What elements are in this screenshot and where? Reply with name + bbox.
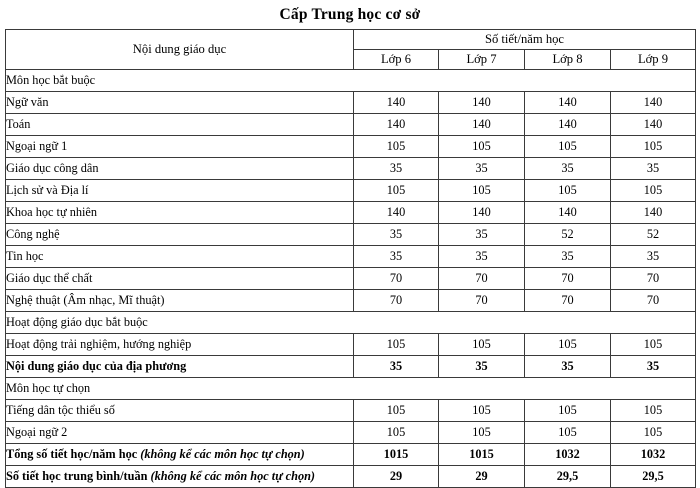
table-row bbox=[6, 356, 696, 378]
section-label: Môn học bắt buộc bbox=[6, 70, 696, 92]
column-header-grade-9: Lớp 9 bbox=[611, 50, 696, 70]
table-section-row bbox=[6, 312, 696, 334]
row-label-text: Số tiết học trung bình/tuần bbox=[6, 468, 148, 483]
row-label: Ngoại ngữ 2 bbox=[6, 422, 354, 444]
cell-grade-8: 35 bbox=[525, 246, 611, 268]
row-label: Toán bbox=[6, 114, 354, 136]
section-label: Môn học tự chọn bbox=[6, 378, 696, 400]
row-label: Ngữ văn bbox=[6, 92, 354, 114]
row-label: Tiếng dân tộc thiểu số bbox=[6, 400, 354, 422]
cell-grade-9: 140 bbox=[611, 202, 696, 224]
table-total-row bbox=[6, 466, 696, 488]
table-header bbox=[6, 30, 696, 70]
row-label: Ngoại ngữ 1 bbox=[6, 136, 354, 158]
cell-grade-8: 105 bbox=[525, 334, 611, 356]
cell-grade-6: 105 bbox=[354, 334, 439, 356]
cell-grade-6: 105 bbox=[354, 422, 439, 444]
table-row bbox=[6, 136, 696, 158]
table-row bbox=[6, 400, 696, 422]
row-label: Lịch sử và Địa lí bbox=[6, 180, 354, 202]
cell-grade-9: 35 bbox=[611, 158, 696, 180]
cell-grade-8: 140 bbox=[525, 114, 611, 136]
row-label-note: (không kể các môn học tự chọn) bbox=[150, 468, 316, 483]
cell-grade-9: 29,5 bbox=[611, 466, 696, 488]
row-label-text: Tổng số tiết học/năm học bbox=[6, 446, 138, 461]
cell-grade-7: 35 bbox=[439, 158, 525, 180]
cell-grade-7: 1015 bbox=[439, 444, 525, 466]
table-row bbox=[6, 290, 696, 312]
cell-grade-7: 105 bbox=[439, 422, 525, 444]
table-row bbox=[6, 334, 696, 356]
cell-grade-7: 140 bbox=[439, 202, 525, 224]
cell-grade-8: 140 bbox=[525, 202, 611, 224]
cell-grade-9: 70 bbox=[611, 268, 696, 290]
table-row bbox=[6, 268, 696, 290]
cell-grade-6: 35 bbox=[354, 224, 439, 246]
cell-grade-8: 105 bbox=[525, 136, 611, 158]
cell-grade-7: 70 bbox=[439, 268, 525, 290]
column-header-grade-8: Lớp 8 bbox=[525, 50, 611, 70]
cell-grade-8: 70 bbox=[525, 268, 611, 290]
cell-grade-9: 70 bbox=[611, 290, 696, 312]
cell-grade-7: 105 bbox=[439, 334, 525, 356]
cell-grade-8: 105 bbox=[525, 400, 611, 422]
row-label: Tin học bbox=[6, 246, 354, 268]
cell-grade-8: 105 bbox=[525, 422, 611, 444]
column-header-periods-per-year: Số tiết/năm học bbox=[354, 30, 696, 50]
table-row bbox=[6, 202, 696, 224]
cell-grade-7: 35 bbox=[439, 356, 525, 378]
cell-grade-6: 70 bbox=[354, 290, 439, 312]
curriculum-table bbox=[5, 29, 696, 488]
cell-grade-7: 29 bbox=[439, 466, 525, 488]
row-label: Hoạt động trải nghiệm, hướng nghiệp bbox=[6, 334, 354, 356]
row-label bbox=[6, 466, 354, 488]
cell-grade-9: 105 bbox=[611, 136, 696, 158]
row-label: Nghệ thuật (Âm nhạc, Mĩ thuật) bbox=[6, 290, 354, 312]
cell-grade-6: 70 bbox=[354, 268, 439, 290]
table-section-row bbox=[6, 378, 696, 400]
table-row bbox=[6, 224, 696, 246]
cell-grade-9: 35 bbox=[611, 356, 696, 378]
table-body bbox=[6, 70, 696, 488]
row-label-note: (không kể các môn học tự chọn) bbox=[140, 446, 305, 461]
cell-grade-7: 105 bbox=[439, 136, 525, 158]
table-row bbox=[6, 114, 696, 136]
cell-grade-9: 105 bbox=[611, 180, 696, 202]
cell-grade-6: 105 bbox=[354, 136, 439, 158]
cell-grade-8: 52 bbox=[525, 224, 611, 246]
cell-grade-7: 140 bbox=[439, 92, 525, 114]
cell-grade-6: 29 bbox=[354, 466, 439, 488]
cell-grade-9: 52 bbox=[611, 224, 696, 246]
cell-grade-8: 35 bbox=[525, 158, 611, 180]
table-row bbox=[6, 158, 696, 180]
cell-grade-6: 140 bbox=[354, 92, 439, 114]
cell-grade-9: 105 bbox=[611, 334, 696, 356]
cell-grade-6: 140 bbox=[354, 114, 439, 136]
cell-grade-9: 35 bbox=[611, 246, 696, 268]
page-title: Cấp Trung học cơ sở bbox=[279, 6, 421, 23]
cell-grade-8: 29,5 bbox=[525, 466, 611, 488]
row-label bbox=[6, 444, 354, 466]
table-row bbox=[6, 180, 696, 202]
column-header-content: Nội dung giáo dục bbox=[6, 30, 354, 70]
row-label: Nội dung giáo dục của địa phương bbox=[6, 356, 354, 378]
cell-grade-9: 1032 bbox=[611, 444, 696, 466]
cell-grade-9: 105 bbox=[611, 422, 696, 444]
cell-grade-6: 35 bbox=[354, 158, 439, 180]
cell-grade-8: 1032 bbox=[525, 444, 611, 466]
cell-grade-8: 140 bbox=[525, 92, 611, 114]
cell-grade-9: 140 bbox=[611, 92, 696, 114]
cell-grade-6: 105 bbox=[354, 180, 439, 202]
row-label: Giáo dục công dân bbox=[6, 158, 354, 180]
cell-grade-9: 140 bbox=[611, 114, 696, 136]
cell-grade-7: 105 bbox=[439, 400, 525, 422]
cell-grade-8: 105 bbox=[525, 180, 611, 202]
cell-grade-6: 35 bbox=[354, 356, 439, 378]
cell-grade-6: 35 bbox=[354, 246, 439, 268]
table-section-row bbox=[6, 70, 696, 92]
section-label: Hoạt động giáo dục bắt buộc bbox=[6, 312, 696, 334]
cell-grade-6: 1015 bbox=[354, 444, 439, 466]
table-row bbox=[6, 246, 696, 268]
cell-grade-7: 35 bbox=[439, 246, 525, 268]
column-header-grade-7: Lớp 7 bbox=[439, 50, 525, 70]
cell-grade-7: 105 bbox=[439, 180, 525, 202]
row-label: Công nghệ bbox=[6, 224, 354, 246]
table-row bbox=[6, 422, 696, 444]
cell-grade-7: 35 bbox=[439, 224, 525, 246]
cell-grade-6: 105 bbox=[354, 400, 439, 422]
table-row bbox=[6, 92, 696, 114]
cell-grade-8: 70 bbox=[525, 290, 611, 312]
table-total-row bbox=[6, 444, 696, 466]
cell-grade-7: 140 bbox=[439, 114, 525, 136]
cell-grade-9: 105 bbox=[611, 400, 696, 422]
cell-grade-7: 70 bbox=[439, 290, 525, 312]
cell-grade-8: 35 bbox=[525, 356, 611, 378]
table-header-row-top bbox=[6, 30, 696, 50]
row-label: Giáo dục thể chất bbox=[6, 268, 354, 290]
cell-grade-6: 140 bbox=[354, 202, 439, 224]
row-label: Khoa học tự nhiên bbox=[6, 202, 354, 224]
column-header-grade-6: Lớp 6 bbox=[354, 50, 439, 70]
